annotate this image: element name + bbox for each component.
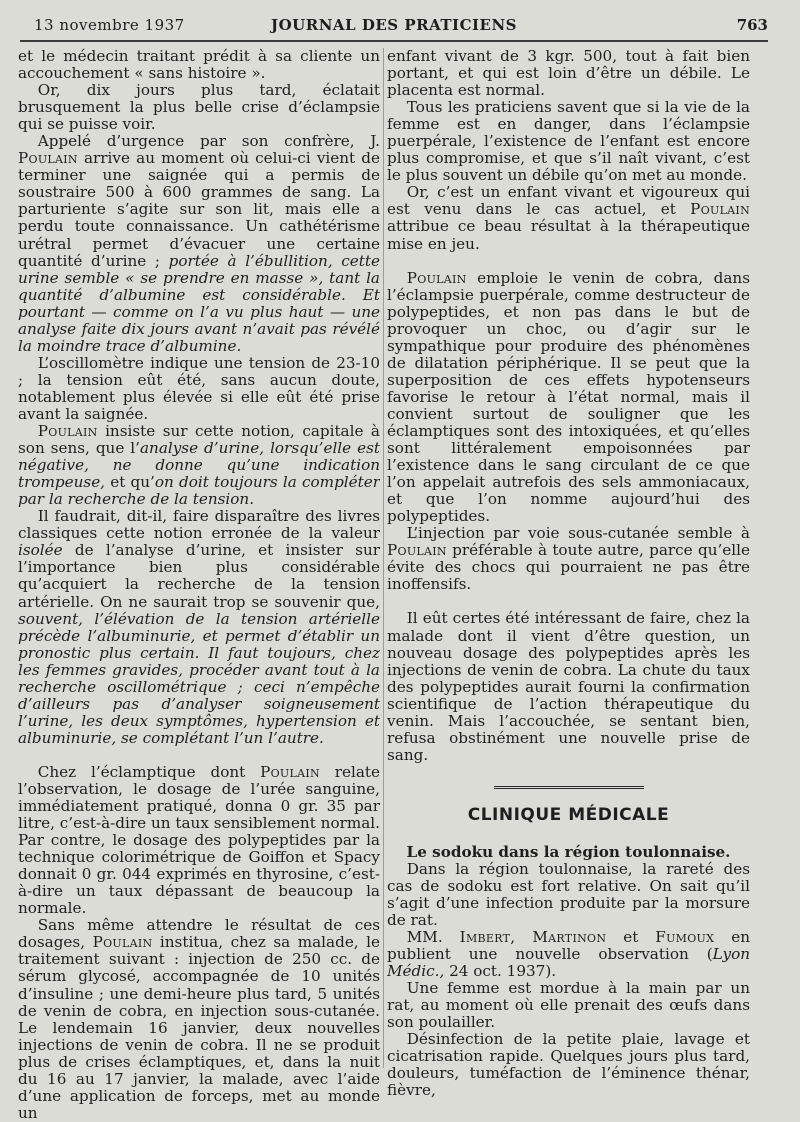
text-run: emploie le venin de cobra, dans l’éclampsie puerpérale, comme destructeur de polypeptides, et non pas dans le but de provoquer un choc, ou d’agir sur le sympathique pour produire des phénomènes de dilatation périphérique. Il se peut que la superposition de ces effets hypotenseurs favorise le retour à l’état normal, mais il convient surtout de souligner que les éclamptiques sont des intoxiquées, et qu’elles sont littéralement empoisonnées par l’existence dans le sang circulant de ce que l’on appelait autrefois des sels ammoniacaux, et que l’on nomme aujourd’hui des polypeptides. [387,268,750,526]
spacer [387,593,750,610]
italic-run: isolée [18,541,63,560]
text-run: arrive au moment où celui-ci vient de terminer une saignée qui a permis de soustraire 500 à 600 grammes de sang. La parturiente s’agite sur son lit, mais elle a perdu toute connaissance. Un cathétérisme urétral permet d’évacuer une certaine quantité d’urine ; [18,149,380,270]
italic-run: portée à l’ébullition, cette urine semble « se prendre en masse », tant la quantité d’albumine est considérable. Et pourtant — comme on l’a vu plus haut — une analyse faite dix jours avant n’avait pas révélé la moindre trace d’albumine. [18,251,380,355]
column-divider [383,48,384,1068]
text-run: et [623,928,639,947]
left-column [18,48,380,1122]
text-run: en publient une nouvelle observation ( [387,928,750,964]
paragraph [18,764,380,917]
paragraph [18,423,380,508]
text-run: institua, chez sa malade, le traitement suivant : injection de 250 cc. de sérum glycosé, accompagnée de 10 unités d’insuline ; une demi-heure plus tard, 5 unités de venin de cobra, en injection sous-cutanée. Le lendemain 16 janvier, deux nouvelles injections de venin de cobra. Il ne se produit plus de crises éclamptiques, et, dans la nuit du 16 au 17 janvier, la malade, avec l’aide d’une application de forceps, met au monde un [18,933,380,1122]
paragraph [18,133,380,355]
paragraph [387,270,750,526]
paragraph: Une femme est mordue à la main par un rat, au moment où elle prenait des œufs dans son poulailler. [387,979,750,1032]
author-name: Poulain [37,422,98,441]
running-header [20,12,768,42]
text-run: de l’analyse d’urine, et insister sur l’importance bien plus considérable qu’acquiert la recherche de la tension artérielle. On ne saurait trop se souvenir que, [18,541,380,611]
issue-date: 13 novembre 1937 [34,16,185,34]
author-name: Fumoux [655,928,715,947]
paragraph: Dans la région toulonnaise, la rareté des cas de sodoku est fort relative. On sait qu’il s’agit d’une infection produite par la morsure de rat. [387,859,750,930]
text-run: L’injection par voie sous-cutanée semble à [406,524,750,543]
paragraph: Désinfection de la petite plaie, lavage et cicatrisation rapide. Quelques jours plus tard, douleurs, tuméfaction de l’éminence thénar, fièvre, [387,1030,750,1100]
text-run: Appelé d’urgence par son confrère, J. [37,132,380,151]
author-name: Poulain [387,541,447,560]
author-name: Martinon [532,928,607,947]
text-run: préférable à toute autre, parce qu’elle évite des chocs qui pourraient ne pas être inoffensifs. [387,541,750,594]
text-run: Sans même attendre le résultat de ces dosages, [18,916,380,952]
paragraph: Or, dix jours plus tard, éclatait brusquement la plus belle crise d’éclampsie qui se puisse voir. [18,81,380,134]
italic-run: analyse d’urine, lorsqu’elle est négative, ne donne qu’une indication trompeuse, [18,439,380,492]
paragraph [18,917,380,1122]
text-run: Or, c’est un enfant vivant et vigoureux qui est venu dans le cas actuel, et [387,183,750,219]
author-name: Imbert, [459,928,516,947]
section-title: CLINIQUE MÉDICALE [467,804,670,825]
text-run: MM. [406,928,443,947]
paragraph [387,525,750,593]
spacer [18,747,380,764]
journal-citation: Lyon Médic., [387,945,750,981]
paragraph: et le médecin traitant prédit à sa cliente un accouchement « sans histoire ». [18,48,380,83]
paragraph: Il eût certes été intéressant de faire, chez la malade dont il vient d’être question, un nouveau dosage des polypeptides après les injections de venin de cobra. La chute du taux des polypeptides aurait fourni la confirmation scientifique de l’action thérapeutique du venin. Mais l’accouchée, se sentant bien, refusa obstinément une nouvelle prise de sang. [387,609,750,764]
italic-run: souvent, l’élévation de la tension artérielle précède l’albuminurie, et permet d’établir un pronostic plus certain. Il faut toujours, chez les femmes gravides, procéder avant tout à la recherche oscillométrique ; ceci n’empêche d’ailleurs pas d’analyser soigneusement l’urine, les deux symptômes, hypertension et albuminurie, se complétant l’un l’autre. [18,609,380,747]
section-separator [494,786,644,791]
author-name: Poulain [260,762,320,781]
paragraph: enfant vivant de 3 kgr. 500, tout à fait bien portant, et qui est loin d’être un débile. Le placenta est normal. [387,48,750,100]
text-run: Il faudrait, dit-il, faire disparaître des livres classiques cette notion erronée de la valeur [18,507,380,543]
text-run: 24 oct. 1937). [449,962,557,981]
author-name: Poulain [92,933,153,952]
journal-title: JOURNAL DES PRATICIENS [271,16,517,34]
text-run: relate l’observation, le dosage de l’urée sanguine, immédiatement pratiqué, donna 0 gr. 35 par litre, c’est-à-dire un taux sensiblement normal. Par contre, le dosage des polypeptides par la technique colorimétrique de Goiffon et Spacy donnait 0 gr. 044 exprimés en thyrosine, c’est-à-dire un taux dépassant de beaucoup la normale. [18,762,380,918]
right-column [387,48,750,1100]
article-subheading: Le sodoku dans la région toulonnaise. [406,842,731,861]
paragraph [18,508,380,747]
spacer [387,764,750,786]
author-name: Poulain [690,200,750,219]
text-run: et qu’ [110,473,155,492]
text-run: Chez l’éclamptique dont [37,762,246,781]
spacer [387,253,750,270]
author-name: Poulain [18,149,78,168]
text-run: attribue ce beau résultat à la thérapeutique mise en jeu. [387,217,750,253]
author-name: Poulain [406,268,467,287]
page-number: 763 [736,16,768,34]
italic-run: on doit toujours la compléter par la recherche de la tension. [18,473,380,509]
text-run: insiste sur cette notion, capitale à son sens, que l’ [18,422,380,458]
paragraph: Tous les praticiens savent que si la vie de la femme est en danger, dans l’éclampsie puerpérale, l’existence de l’enfant est encore plus compromise, et que s’il naît vivant, c’est le plus souvent un débile qu’on met au monde. [387,98,750,185]
paragraph [387,929,750,980]
paragraph: L’oscillomètre indique une tension de 23-10 ; la tension eût été, sans aucun doute, notablement plus élevée si elle eût été prise avant la saignée. [18,353,380,423]
paragraph [387,184,750,252]
